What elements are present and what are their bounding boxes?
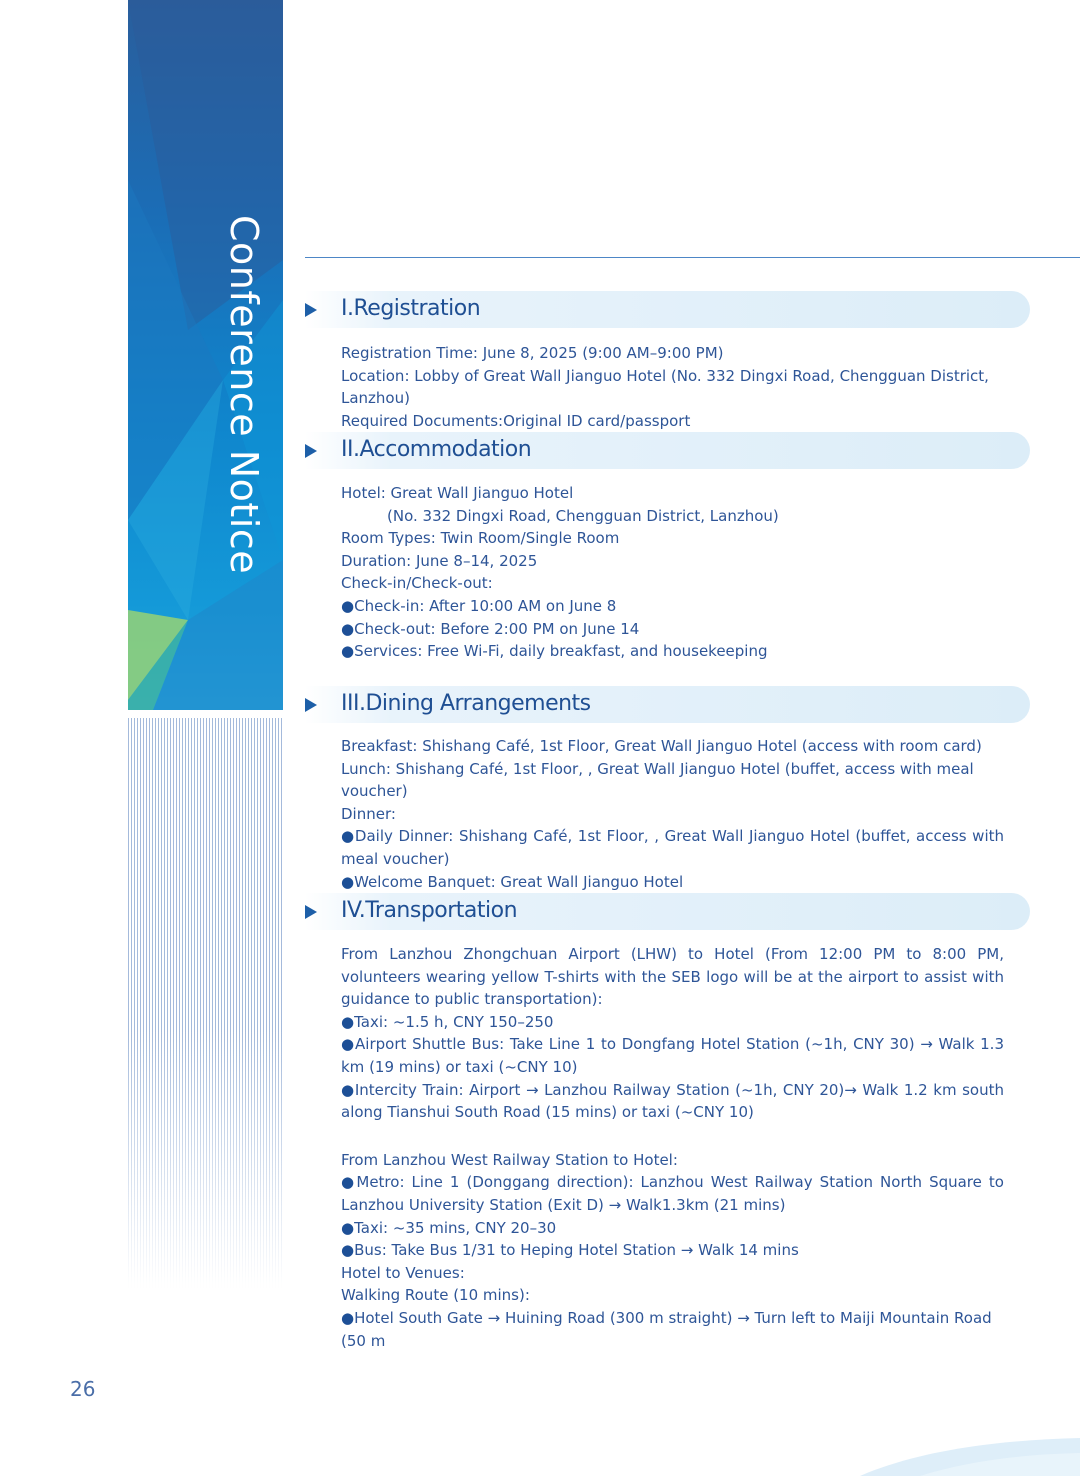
text-line: Required Documents:Original ID card/passport	[341, 411, 691, 430]
bullet-item: ●Airport Shuttle Bus: Take Line 1 to Dongfang Hotel Station (~1h, CNY 30) → Walk 1.3 km (19 mins) or taxi (~CNY 10)	[341, 1035, 1004, 1076]
bullet-dot-icon: ●	[341, 596, 355, 615]
bullet-dot-icon: ●	[341, 642, 355, 661]
section-heading: III.Dining Arrangements	[341, 691, 591, 716]
section-header-registration	[305, 291, 1030, 328]
section-body-accommodation	[341, 482, 1004, 663]
bullet-dot-icon: ●	[341, 619, 355, 638]
text-line: Hotel: Great Wall Jianguo Hotel	[341, 484, 574, 502]
section-body-dining	[341, 735, 1004, 893]
text-line: (No. 332 Dingxi Road, Chengguan District, Lanzhou)	[387, 506, 779, 525]
section-body-registration	[341, 342, 1004, 432]
text-line: Dinner:	[341, 804, 396, 823]
text-line: Lunch: Shishang Café, 1st Floor, , Great Wall Jianguo Hotel (buffet, access with meal voucher)	[341, 759, 974, 801]
bullet-item: ●Taxi: ~35 mins, CNY 20–30	[341, 1218, 557, 1237]
section-body-transportation	[341, 943, 1004, 1352]
bullet-item: ●Daily Dinner: Shishang Café, 1st Floor, , Great Wall Jianguo Hotel (buffet, access with meal voucher)	[341, 827, 1004, 868]
bullet-dot-icon: ●	[341, 827, 355, 846]
bullet-item: ●Hotel South Gate → Huining Road (300 m straight) → Turn left to Maiji Mountain Road (50 m	[341, 1308, 992, 1350]
bullet-item: ●Metro: Line 1 (Donggang direction): Lanzhou West Railway Station North Square to Lanzhou University Station (Exit D) → Walk1.3km (21 mins)	[341, 1173, 1004, 1214]
text-line: Check-in/Check-out:	[341, 574, 493, 593]
bullet-dot-icon: ●	[341, 1173, 357, 1192]
text-line: Location: Lobby of Great Wall Jianguo Hotel (No. 332 Dingxi Road, Chengguan District, Lanzhou)	[341, 366, 989, 408]
decorative-stripes	[128, 718, 283, 1288]
section-header-dining	[305, 686, 1030, 723]
section-heading: I.Registration	[341, 296, 481, 321]
text-line: From Lanzhou West Railway Station to Hotel:	[341, 1150, 678, 1169]
bullet-dot-icon: ●	[341, 1241, 355, 1260]
triangle-bullet-icon	[305, 444, 317, 458]
triangle-bullet-icon	[305, 698, 317, 712]
text-line: Registration Time: June 8, 2025 (9:00 AM–9:00 PM)	[341, 344, 724, 362]
text-line: Duration: June 8–14, 2025	[341, 551, 538, 570]
bullet-item: ●Bus: Take Bus 1/31 to Heping Hotel Station → Walk 14 mins	[341, 1241, 799, 1260]
corner-wave-decoration	[800, 1420, 1080, 1476]
text-line: Hotel to Venues:	[341, 1263, 465, 1282]
bullet-item: ●Taxi: ~1.5 h, CNY 150–250	[341, 1012, 554, 1031]
bullet-dot-icon: ●	[341, 872, 355, 891]
bullet-item: ●Welcome Banquet: Great Wall Jianguo Hotel	[341, 872, 684, 891]
header-rule	[305, 257, 1080, 258]
text-line: Room Types: Twin Room/Single Room	[341, 529, 620, 548]
bullet-dot-icon: ●	[341, 1308, 355, 1327]
bullet-dot-icon: ●	[341, 1012, 355, 1031]
bullet-dot-icon: ●	[341, 1218, 355, 1237]
text-line: From Lanzhou Zhongchuan Airport (LHW) to Hotel (From 12:00 PM to 8:00 PM, volunteers wearing yellow T-shirts with the SEB logo will be at the airport to assist with guidance to public transportation):	[341, 945, 1004, 1009]
bullet-dot-icon: ●	[341, 1080, 355, 1099]
text-line: Walking Route (10 mins):	[341, 1286, 530, 1305]
triangle-bullet-icon	[305, 905, 317, 919]
triangle-bullet-icon	[305, 303, 317, 317]
text-line: Breakfast: Shishang Café, 1st Floor, Great Wall Jianguo Hotel (access with room card)	[341, 737, 982, 755]
bullet-item: ●Check-in: After 10:00 AM on June 8	[341, 596, 617, 615]
section-heading: IV.Transportation	[341, 898, 518, 923]
bullet-item: ●Intercity Train: Airport → Lanzhou Railway Station (~1h, CNY 20)→ Walk 1.2 km south along Tianshui South Road (15 mins) or taxi (~CNY 10)	[341, 1080, 1004, 1122]
section-heading: II.Accommodation	[341, 437, 532, 462]
bullet-item: ●Check-out: Before 2:00 PM on June 14	[341, 619, 640, 638]
sidebar-title: Conference Notice	[222, 215, 266, 575]
bullet-item: ●Services: Free Wi-Fi, daily breakfast, and housekeeping	[341, 642, 768, 661]
bullet-dot-icon: ●	[341, 1035, 356, 1054]
spacer	[341, 1124, 1004, 1149]
page-number: 26	[70, 1377, 96, 1401]
section-header-transportation	[305, 893, 1030, 930]
section-header-accommodation	[305, 432, 1030, 469]
